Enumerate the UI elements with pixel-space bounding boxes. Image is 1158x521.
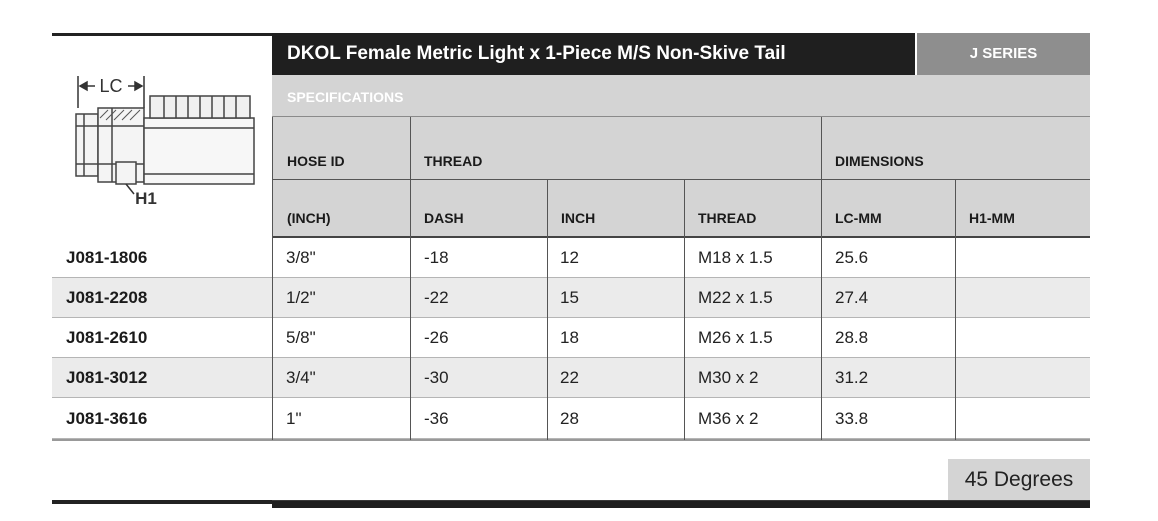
inch-value: 12 [560,248,579,267]
part-number: J081-2610 [66,328,148,347]
table-row [52,399,1090,439]
thread-value: M30 x 2 [698,368,759,387]
table-row [52,238,1090,278]
hose-id-value: 1/2" [286,288,316,307]
specifications-label: SPECIFICATIONS [272,75,1090,117]
stem [144,118,254,184]
table-row [52,318,1090,358]
hose-id-value: 1" [286,409,302,428]
grid-line [410,117,411,440]
header-col-dash: DASH [424,210,464,226]
top-rule [52,33,272,36]
grid-line [547,180,548,440]
dash-value: -22 [424,288,449,307]
h1-dimension [126,184,134,194]
table-row [52,278,1090,318]
dash-value: -36 [424,409,449,428]
dash-value: -30 [424,368,449,387]
product-title: DKOL Female Metric Light x 1-Piece M/S Non-Skive Tail [272,33,915,75]
part-number: J081-3012 [66,368,148,387]
dash-value: -18 [424,248,449,267]
lc-mm-value: 27.4 [835,288,869,307]
lc-label: LC [99,76,123,96]
header-col-inch: INCH [561,210,596,226]
bottom-rule [52,500,272,504]
header-thread-group-cell [410,117,821,180]
bottom-bar [272,500,1090,508]
part-number: J081-2208 [66,288,148,307]
inch-value: 18 [560,328,579,347]
part-number: J081-3616 [66,409,148,428]
header-dimensions-group: DIMENSIONS [835,153,924,169]
part-number: J081-1806 [66,248,148,267]
dash-value: -26 [424,328,449,347]
header-col-h1-mm: H1-MM [969,210,1015,226]
header-hose-id: HOSE ID [287,153,345,169]
thread-value: M36 x 2 [698,409,759,428]
inch-value: 15 [560,288,579,307]
fitting-diagram [60,66,265,216]
grid-line [821,117,822,440]
series-tab: J SERIES [917,33,1090,75]
table-bottom-rule [52,439,1090,441]
header-col-thread: THREAD [698,210,757,226]
hose-id-value: 3/8" [286,248,316,267]
header-col-inch-id: (INCH) [287,210,331,226]
hose-id-value: 5/8" [286,328,316,347]
h1-label: H1 [135,189,157,208]
header-dimensions-group-cell [821,117,1090,180]
thread-value: M18 x 1.5 [698,248,773,267]
grid-line [272,117,273,440]
ferrule [150,96,250,118]
header-col-lc-mm: LC-MM [835,210,882,226]
hose-id-value: 3/4" [286,368,316,387]
table-row [52,358,1090,398]
lc-mm-value: 28.8 [835,328,869,347]
angle-badge: 45 Degrees [948,459,1090,500]
header-subrow [272,180,1090,237]
lc-mm-value: 25.6 [835,248,869,267]
inch-value: 28 [560,409,579,428]
lc-mm-value: 33.8 [835,409,869,428]
lc-mm-value: 31.2 [835,368,869,387]
inch-value: 22 [560,368,579,387]
header-hose-id-cell [272,117,410,180]
thread-value: M22 x 1.5 [698,288,773,307]
hex [116,162,136,184]
grid-line [955,180,956,440]
header-thread-group: THREAD [424,153,483,169]
thread-value: M26 x 1.5 [698,328,773,347]
grid-line [684,180,685,440]
